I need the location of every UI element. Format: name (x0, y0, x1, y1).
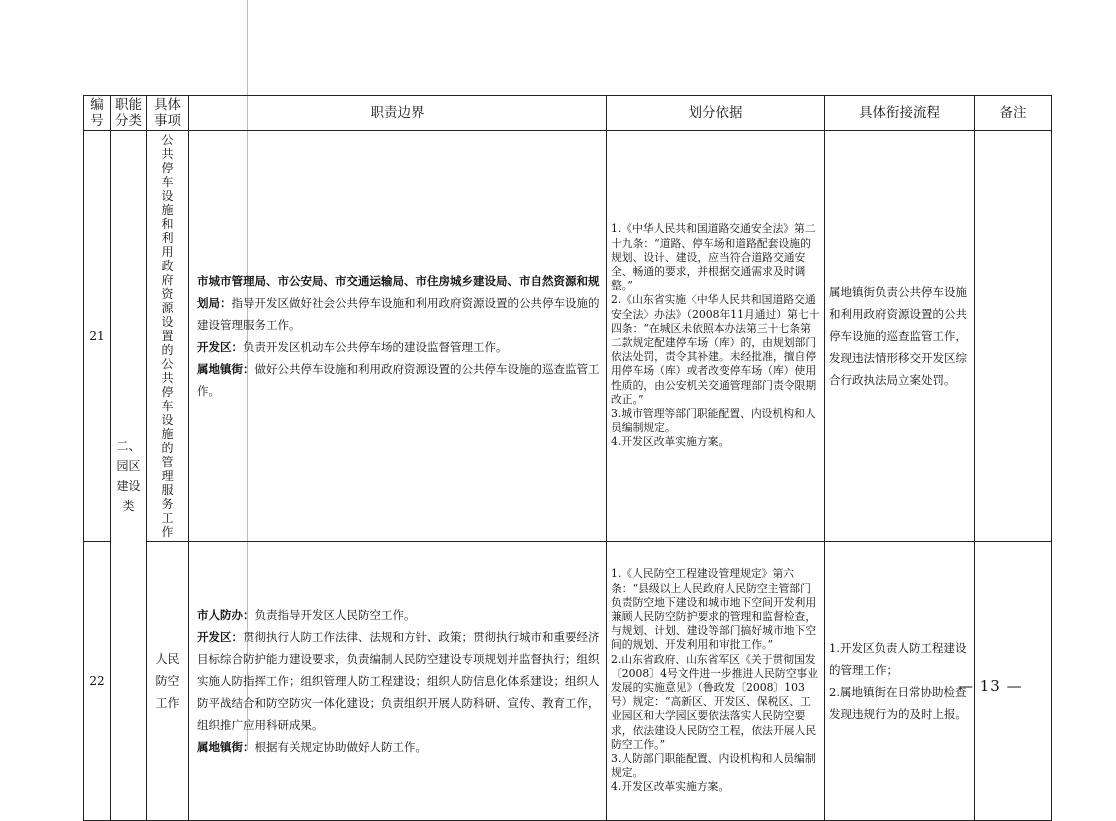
flow-item: 属地镇街负责公共停车设施和利用政府资源设置的公共停车设施的巡查监管工作，发现违法情形移交开发区综合行政执法局立案处罚。 (829, 285, 967, 387)
table-header-row (84, 96, 1052, 131)
basis-item: 1.《人民防空工程建设管理规定》第六条：“县级以上人民政府人民防空主管部门负责防空地下建设和城市地下空间开发利用兼顾人民防空防护要求的管理和监督检查，与规划、计划、建设等部门搞好城市地下空间的规划、开发利用和审批工作。” (611, 567, 817, 652)
header-basis: 划分依据 (607, 96, 825, 131)
note-cell (975, 131, 1052, 542)
basis-item: 2.山东省政府、山东省军区《关于贯彻国发〔2008〕4号文件进一步推进人民防空事业发展的实施意见》（鲁政发〔2008〕103号）规定：“高新区、开发区、保税区、工业园区和大学园区要依法落实人民防空要求，依法建设人民防空工程，依法开展人民防空工作。” (611, 652, 819, 751)
basis-item: 3.人防部门职能配置、内设机构和人员编制规定。 (611, 752, 816, 780)
table-row (84, 131, 1052, 542)
header-note: 备注 (975, 96, 1052, 131)
row-number: 21 (84, 131, 111, 542)
row-number: 22 (84, 542, 111, 821)
basis-item: 4.开发区改革实施方案。 (611, 780, 730, 794)
page-number: — 13 — (958, 677, 1023, 695)
boundary-entry: 属地镇街：做好公共停车设施和利用政府资源设置的公共停车设施的巡查监管工作。 (197, 362, 600, 398)
header-no: 编号 (84, 96, 111, 131)
header-category: 职能分类 (111, 96, 147, 131)
boundary-cell (189, 542, 607, 821)
basis-item: 1.《中华人民共和国道路交通安全法》第二十九条：“道路、停车场和道路配套设施的规划、设计、建设，应当符合道路交通安全、畅通的要求，并根据交通需求及时调整。” (611, 222, 816, 293)
basis-item: 3.城市管理等部门职能配置、内设机构和人员编制规定。 (611, 407, 816, 435)
boundary-entry: 市人防办：负责指导开发区人民防空工作。 (197, 608, 416, 622)
flow-cell (825, 542, 975, 821)
basis-cell (607, 131, 825, 542)
basis-item: 4.开发区改革实施方案。 (611, 435, 730, 449)
boundary-cell (189, 131, 607, 542)
item-cell: 公共停车设施和利用政府资源设置的公共停车设施的管理服务工作 (147, 131, 189, 542)
item-cell: 人民防空工作 (147, 542, 189, 821)
boundary-entry: 开发区：贯彻执行人防工作法律、法规和方针、政策；贯彻执行城市和重要经济目标综合防护能力建设要求，负责编制人民防空建设专项规划并监督执行；组织实施人防指挥工作；组织管理人防工程建设；组织人防信息化体系建设；组织人防平战结合和防空防灾一体化建设；负责组织开展人防科研、宣传、教育工作，组织推广应用科研成果。 (197, 630, 600, 732)
boundary-entry: 属地镇街：根据有关规定协助做好人防工作。 (197, 740, 427, 754)
table-row (84, 542, 1052, 821)
boundary-entry: 开发区：负责开发区机动车公共停车场的建设监督管理工作。 (197, 340, 508, 354)
boundary-entry: 市城市管理局、市公安局、市交通运输局、市住房城乡建设局、市自然资源和规划局：指导开发区做好社会公共停车设施和利用政府资源设置的公共停车设施的建设管理服务工作。 (197, 274, 600, 332)
flow-cell (825, 131, 975, 542)
basis-cell (607, 542, 825, 821)
basis-item: 2.《山东省实施〈中华人民共和国道路交通安全法〉办法》（2008年11月通过）第七十四条：“在城区未依照本办法第三十七条第二款规定配建停车场（库）的，由规划部门依法处罚，责令其补建。未经批准，擅自停用停车场（库）或者改变停车场（库）使用性质的，由公安机关交通管理部门责令限期改正。” (611, 293, 820, 406)
header-flow: 具体衔接流程 (825, 96, 975, 131)
responsibility-table (83, 95, 1052, 821)
header-item: 具体事项 (147, 96, 189, 131)
header-boundary: 职责边界 (189, 96, 607, 131)
category-cell: 二、园区建设类 (111, 131, 147, 821)
flow-item: 1.开发区负责人防工程建设的管理工作； (829, 641, 967, 677)
flow-item: 2.属地镇街在日常协助检查发现违规行为的及时上报。 (829, 685, 967, 721)
